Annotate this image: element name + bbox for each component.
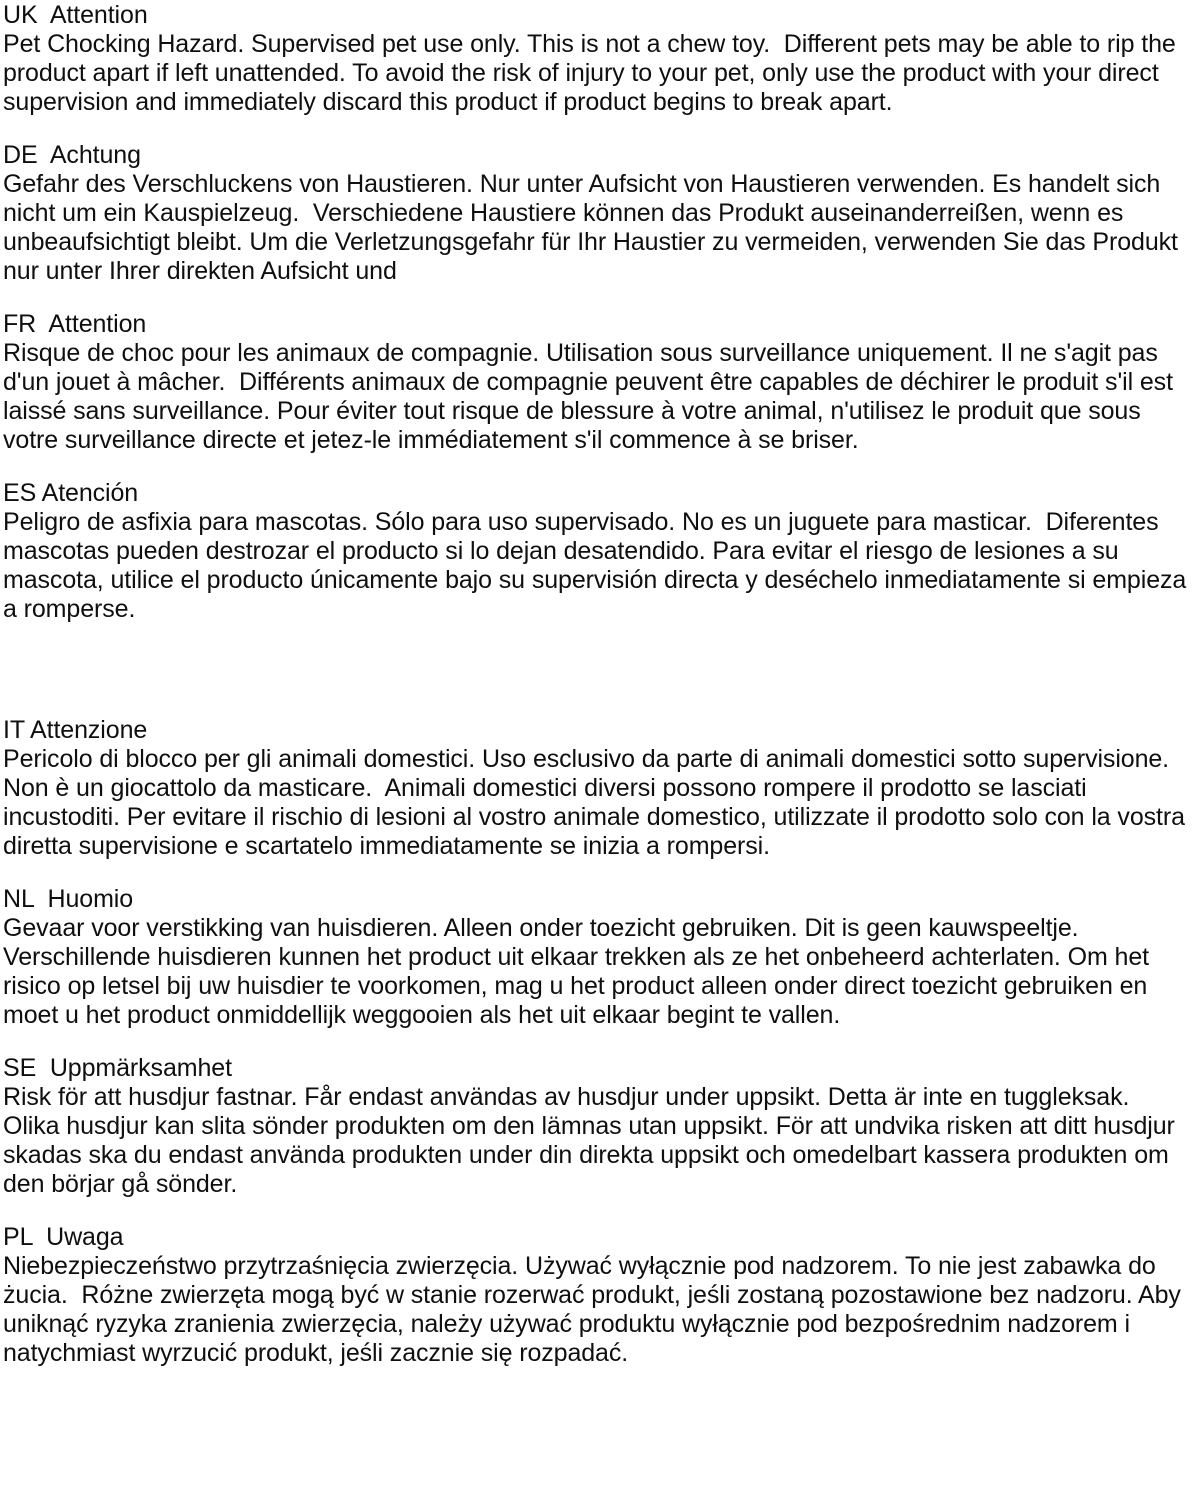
section-se-heading: SE Uppmärksamhet [3,1054,232,1082]
section-de [3,141,1191,286]
section-nl-warning-text: Gevaar voor verstikking van huisdieren. Alleen onder toezicht gebruiken. Dit is geen kauwspeeltje. Verschillende huisdieren kunnen het product uit elkaar trekken als ze het onbeheerd achterlaten. Om het risico op letsel bij uw huisdier te voorkomen, mag u het product alleen onder direct toezicht gebruiken en moet u het product onmiddellijk weggooien als het uit elkaar begint te vallen. [3,914,1156,1029]
section-se [3,1054,1191,1199]
section-uk-warning-text: Pet Chocking Hazard. Supervised pet use only. This is not a chew toy. Different pets may be able to rip the product apart if left unattended. To avoid the risk of injury to your pet, only use the product with your direct supervision and immediately discard this product if product begins to break apart. [3,30,1183,116]
section-fr-heading: FR Attention [3,310,147,338]
section-fr [3,310,1191,455]
section-pl-heading: PL Uwaga [3,1223,124,1251]
section-it-heading: IT Attenzione [3,716,148,744]
section-es-warning-text: Peligro de asfixia para mascotas. Sólo para uso supervisado. No es un juguete para masticar. Diferentes mascotas pueden destrozar el producto si lo dejan desatendido. Para evitar el riesgo de lesiones a su mascota, utilice el producto únicamente bajo su supervisión directa y deséchelo inmediatamente si empieza a romperse. [3,508,1194,623]
section-nl [3,885,1191,1030]
section-uk [3,1,1191,117]
section-de-warning-text: Gefahr des Verschluckens von Haustieren. Nur unter Aufsicht von Haustieren verwenden. Es handelt sich nicht um ein Kauspielzeug. Verschiedene Haustiere können das Produkt auseinanderreißen, wenn es unbeaufsichtigt bleibt. Um die Verletzungsgefahr für Ihr Haustier zu vermeiden, verwenden Sie das Produkt nur unter Ihrer direkten Aufsicht und [3,170,1185,285]
section-se-warning-text: Risk för att husdjur fastnar. Får endast användas av husdjur under uppsikt. Detta är inte en tuggleksak. Olika husdjur kan slita sönder produkten om den lämnas utan uppsikt. För att undvika risken att ditt husdjur skadas ska du endast använda produkten under din direkta uppsikt och omedelbart kassera produkten om den börjar gå sönder. [3,1083,1182,1198]
section-es-heading: ES Atención [3,479,139,507]
section-de-heading: DE Achtung [3,141,141,169]
section-uk-heading: UK Attention [3,1,148,29]
section-es [3,479,1194,624]
section-nl-heading: NL Huomio [3,885,134,913]
section-it-warning-text: Pericolo di blocco per gli animali domestici. Uso esclusivo da parte di animali domestici sotto supervisione. Non è un giocattolo da masticare. Animali domestici diversi possono rompere il prodotto se lasciati incustoditi. Per evitare il rischio di lesioni al vostro animale domestico, utilizzate il prodotto solo con la vostra diretta supervisione e scartatelo immediatamente se inizia a rompersi. [3,745,1192,860]
section-pl-warning-text: Niebezpieczeństwo przytrzaśnięcia zwierzęcia. Używać wyłącznie pod nadzorem. To nie jest zabawka do żucia. Różne zwierzęta mogą być w stanie rozerwać produkt, jeśli zostaną pozostawione bez nadzoru. Aby uniknąć ryzyka zranienia zwierzęcia, należy używać produktu wyłącznie pod bezpośrednim nadzorem i natychmiast wyrzucić produkt, jeśli zacznie się rozpadać. [3,1252,1188,1367]
section-pl [3,1223,1191,1368]
section-it [3,716,1191,861]
section-fr-warning-text: Risque de choc pour les animaux de compagnie. Utilisation sous surveillance uniquement. Il ne s'agit pas d'un jouet à mâcher. Différents animaux de compagnie peuvent être capables de déchirer le produit s'il est laissé sans surveillance. Pour éviter tout risque de blessure à votre animal, n'utilisez le produit que sous votre surveillance directe et jetez-le immédiatement s'il commence à se briser. [3,339,1180,454]
